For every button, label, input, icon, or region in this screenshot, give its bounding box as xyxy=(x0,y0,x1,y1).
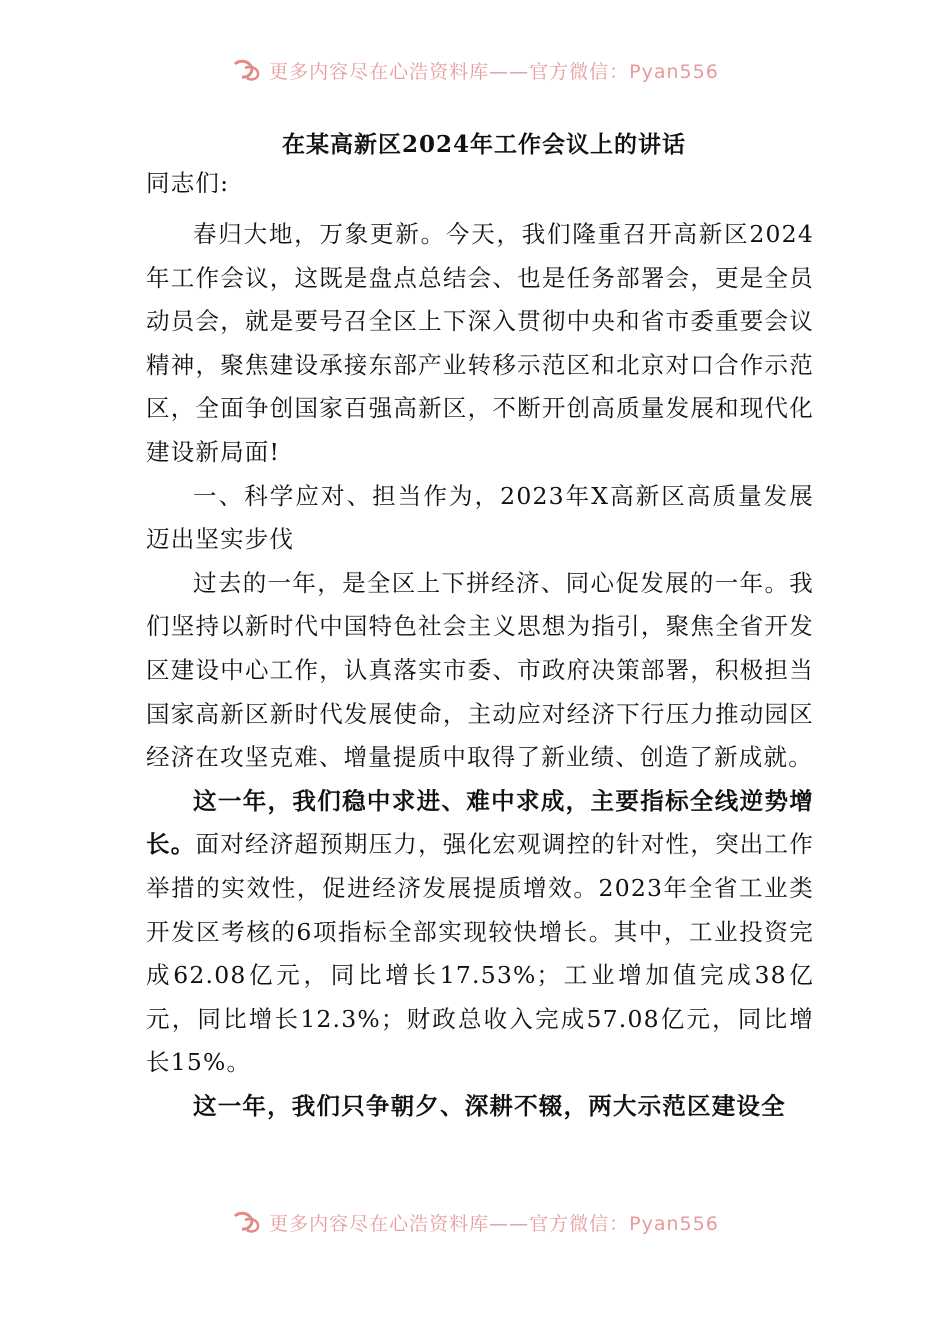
paragraph-lead: 这一年，我们只争朝夕、深耕不辍，两大示范区建设全 xyxy=(193,1091,786,1120)
watermark-footer xyxy=(0,1207,950,1237)
paragraph-lead: 这一年，我们稳中求进、难中求成，主要指标全线逆势增长。 xyxy=(146,786,814,859)
watermark-text: 更多内容尽在心浩资料库——官方微信：Pyan556 xyxy=(269,1212,719,1235)
paragraph xyxy=(146,780,814,1085)
section-heading: 一、科学应对、担当作为，2023年X高新区高质量发展迈出坚实步伐 xyxy=(146,481,814,554)
paragraph-body: 面对经济超预期压力，强化宏观调控的针对性，突出工作举措的实效性，促进经济发展提质增效。2023年全省工业类开发区考核的6项指标全部实现较快增长。其中，工业投资完成62.08亿元，同比增长17.53%；工业增加值完成38亿元，同比增长12.3%；财政总收入完成57.08亿元，同比增长15%。 xyxy=(146,830,814,1077)
document-body xyxy=(146,125,814,1128)
watermark-text: 更多内容尽在心浩资料库——官方微信：Pyan556 xyxy=(269,60,719,83)
paragraph: 过去的一年，是全区上下拼经济、同心促发展的一年。我们坚持以新时代中国特色社会主义思想为指引，聚焦全省开发区建设中心工作，认真落实市委、市政府决策部署，积极担当国家高新区新时代发展使命，主动应对经济下行压力推动园区经济在攻坚克难、增量提质中取得了新业绩、创造了新成就。 xyxy=(146,568,814,772)
brand-logo-icon xyxy=(231,1210,261,1234)
paragraph xyxy=(146,1085,814,1129)
paragraph: 春归大地，万象更新。今天，我们隆重召开高新区2024年工作会议，这既是盘点总结会、也是任务部署会，更是全员动员会，就是要号召全区上下深入贯彻中央和省市委重要会议精神，聚焦建设承接东部产业转移示范区和北京对口合作示范区，全面争创国家百强高新区，不断开创高质量发展和现代化建设新局面! xyxy=(146,220,814,466)
greeting: 同志们: xyxy=(146,169,230,197)
brand-logo-icon xyxy=(231,58,261,82)
watermark-header xyxy=(0,55,950,85)
document-title: 在某高新区2024年工作会议上的讲话 xyxy=(281,131,686,158)
